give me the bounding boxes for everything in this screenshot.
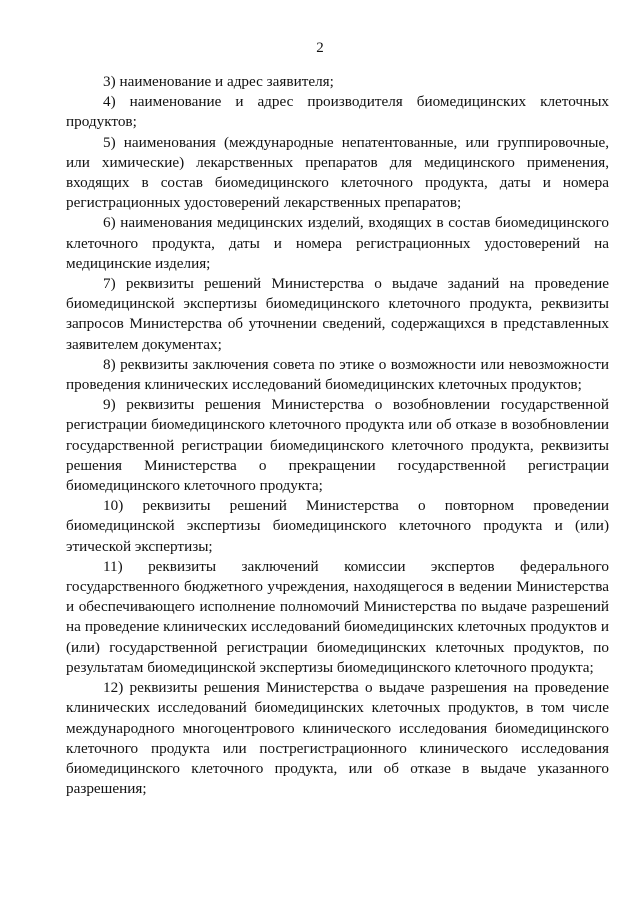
list-item-7: 7) реквизиты решений Министерства о выдаче заданий на проведение биомедицинской экспертизы биомедицинского клеточного продукта, реквизиты запросов Министерства об уточнении сведений, содержащихся в представленных заявителем документах; [66, 275, 609, 353]
list-item-4: 4) наименование и адрес производителя биомедицинских клеточных продуктов; [66, 93, 609, 131]
list-item-8: 8) реквизиты заключения совета по этике о возможности или невозможности проведения клинических исследований биомедицинских клеточных продуктов; [66, 355, 609, 394]
list-item-12: 12) реквизиты решения Министерства о выдаче разрешения на проведение клинических исследований биомедицинских клеточных продуктов, в том числе международного многоцентрового клинического исследования биомедицинского клеточного продукта или пострегистрационного клинического исследования биомедицинского клеточного продукта, или об отказе в выдаче указанного разрешения; [66, 679, 609, 798]
list-item-9: 9) реквизиты решения Министерства о возобновлении государственной регистрации биомедицинского клеточного продукта или об отказе в возобновлении государственной регистрации биомедицинского клеточного продукта, реквизиты решения Министерства о прекращении государственной регистрации биомедицинского клеточного продукта; [66, 396, 609, 495]
list-item-11: 11) реквизиты заключений комиссии экспертов федерального государственного бюджетного учреждения, находящегося в ведении Министерства и обеспечивающего исполнение полномочий Министерства по выдаче разрешений на проведение клинических исследований биомедицинских клеточных продуктов и (или) государственной регистрации биомедицинских клеточных продуктов, по результатам биомедицинской экспертизы биомедицинского клеточного продукта; [66, 557, 609, 676]
page-number: 2 [316, 40, 324, 56]
list-item-10: 10) реквизиты решений Министерства о повторном проведении биомедицинской экспертизы биомедицинского клеточного продукта и (или) этической экспертизы; [66, 497, 609, 555]
list-item-5: 5) наименования (международные непатентованные, или группировочные, или химические) лекарственных препаратов для медицинского применения, входящих в состав биомедицинского клеточного продукта, даты и номера регистрационных удостоверений лекарственных препаратов; [66, 133, 609, 212]
document-body [66, 72, 609, 799]
list-item-6: 6) наименования медицинских изделий, входящих в состав биомедицинского клеточного продукта, даты и номера регистрационных удостоверений на медицинские изделия; [66, 214, 609, 272]
list-item-3: 3) наименование и адрес заявителя; [103, 73, 334, 90]
